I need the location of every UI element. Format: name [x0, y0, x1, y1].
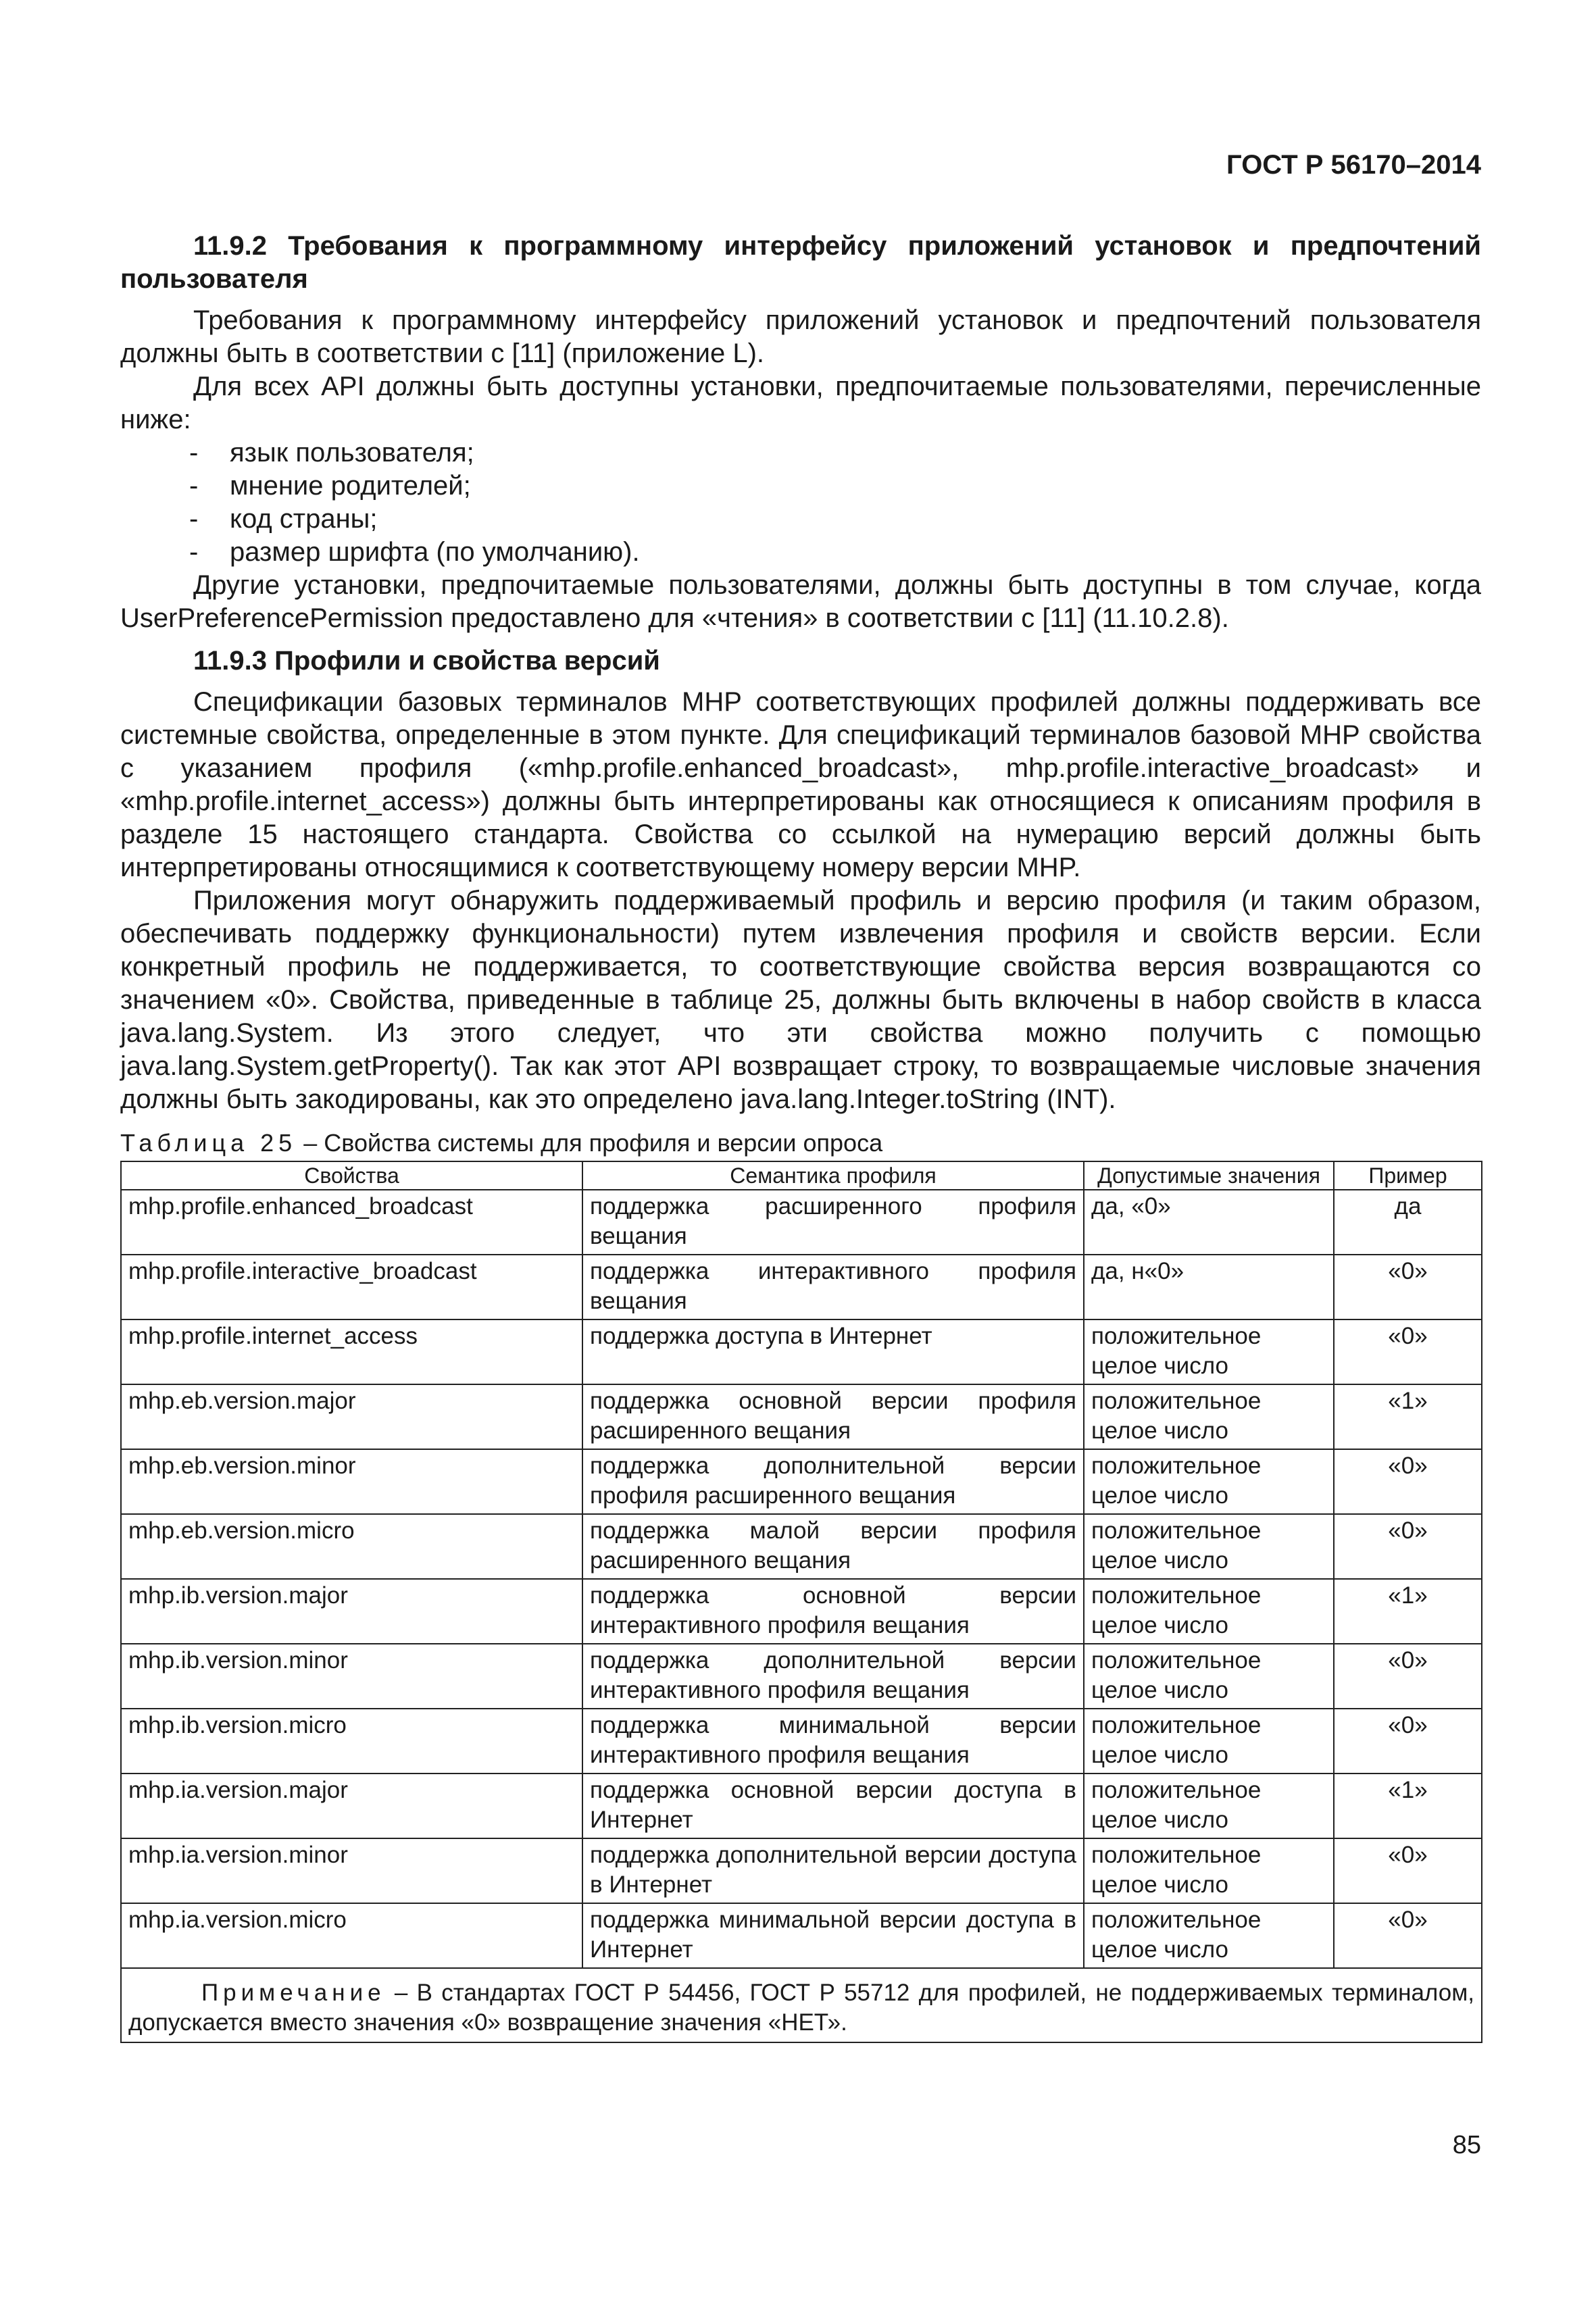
cell-property: mhp.ib.version.major	[121, 1579, 582, 1644]
cell-property: mhp.ib.version.micro	[121, 1709, 582, 1774]
preferences-list	[120, 436, 1481, 569]
cell-property: mhp.ia.version.major	[121, 1774, 582, 1838]
paragraph: Для всех API должны быть доступны установки, предпочитаемые пользователями, перечисленные ниже:	[120, 372, 1481, 434]
table-row	[121, 1644, 1482, 1709]
cell-example: «0»	[1334, 1903, 1482, 1968]
list-item	[120, 470, 1481, 503]
list-dash: -	[189, 471, 199, 501]
cell-semantics: поддержка расширенного профиля вещания	[582, 1190, 1084, 1255]
table-row	[121, 1255, 1482, 1319]
note-text: – В стандартах ГОСТ Р 54456, ГОСТ Р 55712 для профилей, не поддерживаемых терминалом, допускается вместо значения «0» возвращение значения «НЕТ».	[128, 1980, 1474, 2036]
cell-property: mhp.eb.version.minor	[121, 1449, 582, 1514]
list-item-text: размер шрифта (по умолчанию).	[230, 537, 640, 567]
table-row	[121, 1190, 1482, 1255]
cell-property: mhp.ia.version.minor	[121, 1838, 582, 1903]
paragraph: Спецификации базовых терминалов MHP соответствующих профилей должны поддерживать все системные свойства, определенные в этом пункте. Для спецификаций терминалов базовой MHP свойства с указанием профиля («mhp.profile.enhanced_broadcast», mhp.profile.interactive_broadcast» и «mhp.profile.internet_access») должны быть интерпретированы как относящиеся к описаниям профиля в разделе 15 настоящего стандарта. Свойства со ссылкой на нумерацию версий должны быть интерпретированы относящимися к соответствующему номеру версии MHP.	[120, 687, 1481, 882]
list-item	[120, 536, 1481, 569]
section-heading-11-9-3: 11.9.3 Профили и свойства версий	[193, 646, 660, 676]
document-page	[120, 0, 1481, 2314]
paragraph: Другие установки, предпочитаемые пользователями, должны быть доступны в том случае, когда UserPreferencePermission предоставлено для «чтения» в соответствии с [11] (11.10.2.8).	[120, 570, 1481, 633]
table-row	[121, 1903, 1482, 1968]
list-dash: -	[189, 537, 199, 567]
table-caption-text: – Свойства системы для профиля и версии опроса	[297, 1129, 883, 1157]
table-row	[121, 1449, 1482, 1514]
table-row	[121, 1514, 1482, 1579]
cell-allowed-values: положительное целое число	[1084, 1774, 1334, 1838]
section-heading-11-9-2: 11.9.2 Требования к программному интерфейсу приложений установок и предпочтений пользователя	[120, 231, 1481, 294]
cell-semantics: поддержка дополнительной версии профиля расширенного вещания	[582, 1449, 1084, 1514]
cell-allowed-values: положительное целое число	[1084, 1709, 1334, 1774]
cell-property: mhp.ib.version.minor	[121, 1644, 582, 1709]
list-dash: -	[189, 438, 199, 468]
note-label: Примечание	[201, 1980, 386, 2006]
table-caption	[120, 1128, 1481, 1158]
table-row	[121, 1384, 1482, 1449]
cell-example: «0»	[1334, 1319, 1482, 1384]
table-note-row	[121, 1968, 1482, 2042]
cell-semantics: поддержка основной версии доступа в Интернет	[582, 1774, 1084, 1838]
list-item	[120, 436, 1481, 470]
column-header-allowed-values: Допустимые значения	[1084, 1161, 1334, 1190]
column-header-semantics: Семантика профиля	[582, 1161, 1084, 1190]
cell-semantics: поддержка дополнительной версии доступа в Интернет	[582, 1838, 1084, 1903]
column-header-properties: Свойства	[121, 1161, 582, 1190]
cell-allowed-values: положительное целое число	[1084, 1644, 1334, 1709]
cell-allowed-values: положительное целое число	[1084, 1514, 1334, 1579]
cell-semantics: поддержка интерактивного профиля вещания	[582, 1255, 1084, 1319]
system-properties-table	[120, 1161, 1482, 2043]
cell-example: «0»	[1334, 1514, 1482, 1579]
table-row	[121, 1319, 1482, 1384]
cell-property: mhp.eb.version.micro	[121, 1514, 582, 1579]
cell-example: «0»	[1334, 1838, 1482, 1903]
table-row	[121, 1579, 1482, 1644]
cell-example: «0»	[1334, 1644, 1482, 1709]
cell-allowed-values: положительное целое число	[1084, 1903, 1334, 1968]
paragraph: Приложения могут обнаружить поддерживаемый профиль и версию профиля (и таким образом, обеспечивать поддержку функциональности) путем извлечения профиля и свойств версии. Если конкретный профиль не поддерживается, то соответствующие свойства версия возвращаются со значением «0». Свойства, приведенные в таблице 25, должны быть включены в набор свойств в класса java.lang.System. Из этого следует, что эти свойства можно получить с помощью java.lang.System.getProperty(). Так как этот API возвращает строку, то возвращаемые числовые значения должны быть закодированы, как это определено java.lang.Integer.toString (INT).	[120, 886, 1481, 1114]
list-item-text: язык пользователя;	[230, 438, 474, 468]
table-row	[121, 1709, 1482, 1774]
cell-semantics: поддержка основной версии профиля расширенного вещания	[582, 1384, 1084, 1449]
cell-property: mhp.ia.version.micro	[121, 1903, 582, 1968]
cell-example: да	[1334, 1190, 1482, 1255]
paragraph: Требования к программному интерфейсу приложений установок и предпочтений пользователя должны быть в соответствии с [11] (приложение L).	[120, 305, 1481, 368]
cell-property: mhp.eb.version.major	[121, 1384, 582, 1449]
cell-property: mhp.profile.interactive_broadcast	[121, 1255, 582, 1319]
table-row	[121, 1774, 1482, 1838]
column-header-example: Пример	[1334, 1161, 1482, 1190]
table-note	[121, 1968, 1482, 2042]
cell-property: mhp.profile.internet_access	[121, 1319, 582, 1384]
cell-allowed-values: положительное целое число	[1084, 1838, 1334, 1903]
cell-example: «1»	[1334, 1774, 1482, 1838]
cell-property: mhp.profile.enhanced_broadcast	[121, 1190, 582, 1255]
cell-semantics: поддержка минимальной версии доступа в Интернет	[582, 1903, 1084, 1968]
cell-semantics: поддержка основной версии интерактивного профиля вещания	[582, 1579, 1084, 1644]
cell-allowed-values: да, н«0»	[1084, 1255, 1334, 1319]
cell-allowed-values: положительное целое число	[1084, 1384, 1334, 1449]
list-item-text: код страны;	[230, 504, 378, 534]
cell-semantics: поддержка доступа в Интернет	[582, 1319, 1084, 1384]
document-code: ГОСТ Р 56170–2014	[1226, 150, 1481, 180]
cell-allowed-values: положительное целое число	[1084, 1579, 1334, 1644]
cell-example: «0»	[1334, 1709, 1482, 1774]
cell-allowed-values: да, «0»	[1084, 1190, 1334, 1255]
cell-example: «0»	[1334, 1255, 1482, 1319]
cell-allowed-values: положительное целое число	[1084, 1319, 1334, 1384]
cell-semantics: поддержка минимальной версии интерактивного профиля вещания	[582, 1709, 1084, 1774]
cell-semantics: поддержка дополнительной версии интерактивного профиля вещания	[582, 1644, 1084, 1709]
list-item-text: мнение родителей;	[230, 471, 471, 501]
cell-example: «1»	[1334, 1579, 1482, 1644]
table-caption-label: Таблица 25	[120, 1129, 297, 1157]
table-header-row	[121, 1161, 1482, 1190]
page-content	[120, 230, 1481, 2043]
table-row	[121, 1838, 1482, 1903]
cell-example: «0»	[1334, 1449, 1482, 1514]
page-number: 85	[1452, 2131, 1481, 2159]
cell-example: «1»	[1334, 1384, 1482, 1449]
cell-semantics: поддержка малой версии профиля расширенного вещания	[582, 1514, 1084, 1579]
cell-allowed-values: положительное целое число	[1084, 1449, 1334, 1514]
list-item	[120, 503, 1481, 536]
list-dash: -	[189, 504, 199, 534]
